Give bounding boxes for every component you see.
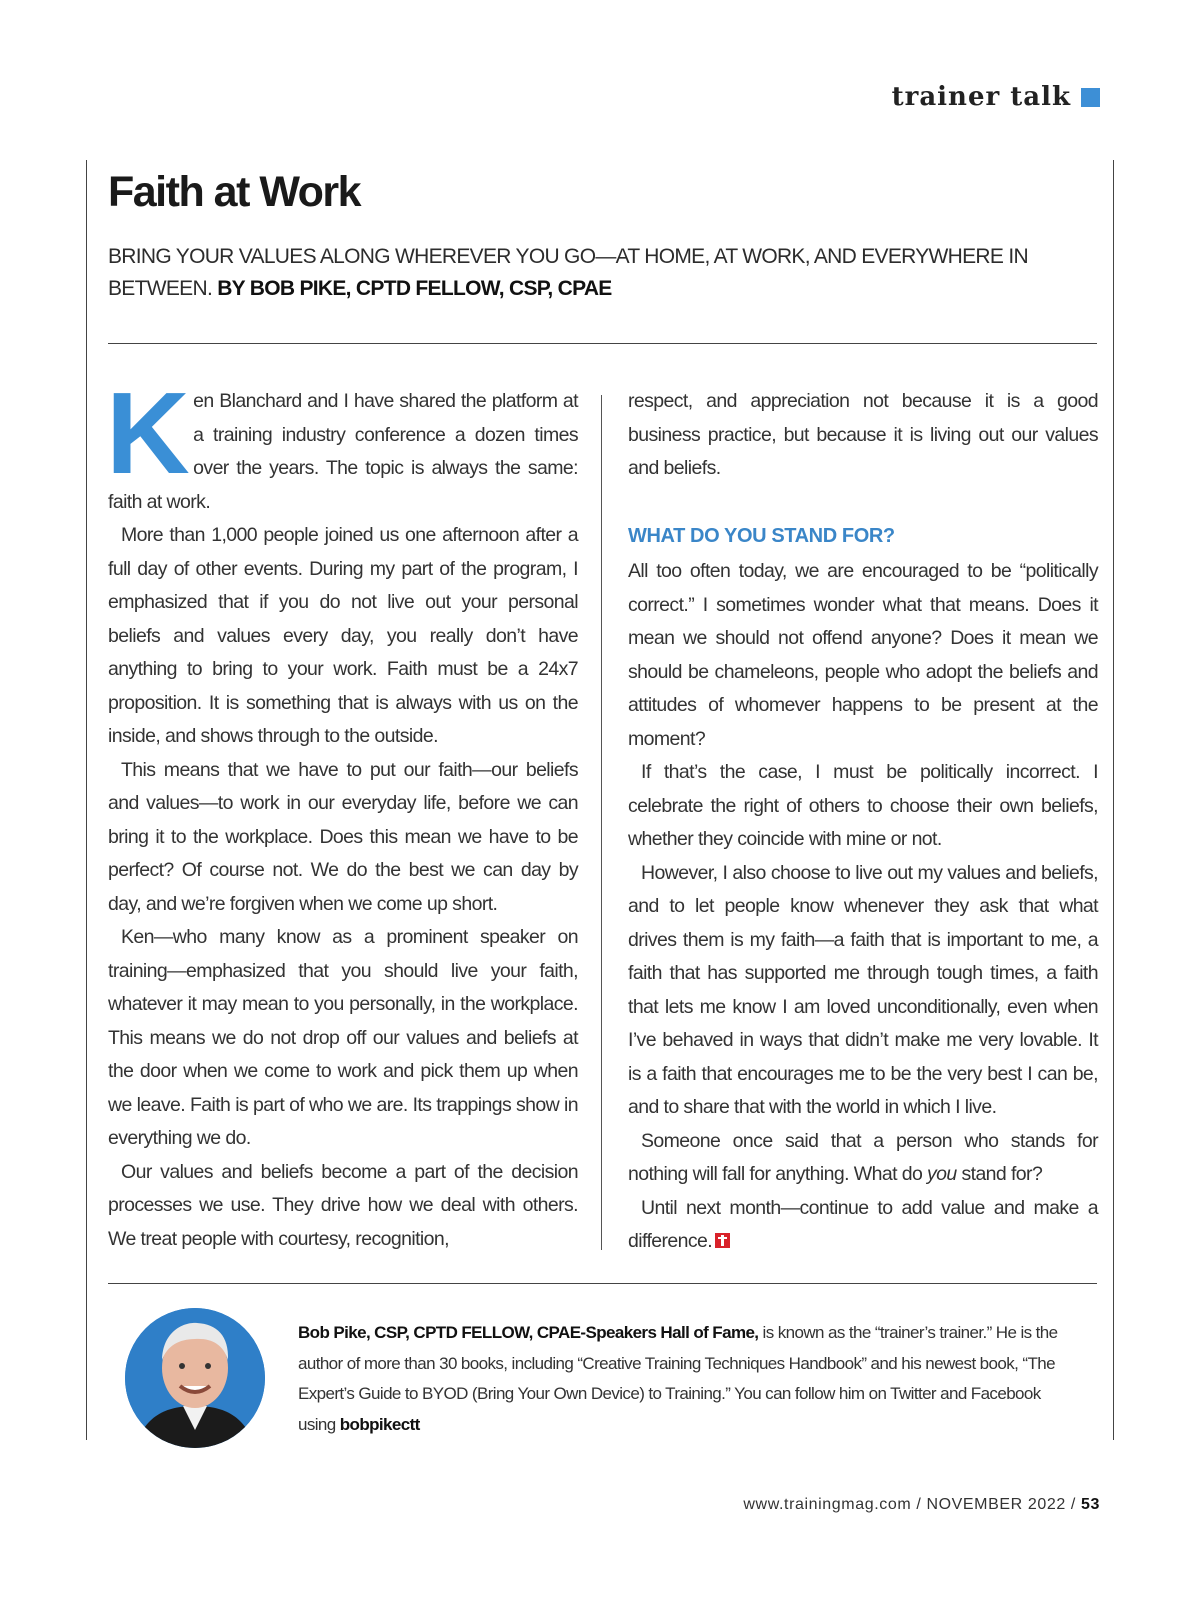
section-tag: [892, 82, 1100, 112]
section-tag-label: trainer talk: [891, 82, 1071, 112]
paragraph: [628, 1192, 1098, 1259]
bio-divider: [108, 1283, 1097, 1284]
paragraph: Ken—who many know as a prominent speaker on training—emphasized that you should live your faith, whatever it may mean to you personally, in the workplace. This means we do not drop off our values and beliefs at the door when we come to work and pick them up when we leave. Faith is part of who we are. Its trappings show in everything we do.: [108, 926, 578, 1149]
paragraph: respect, and appreciation not because it is a good business practice, but because it is living out our values and beliefs.: [628, 390, 1098, 479]
page-footer: [743, 1496, 1100, 1514]
paragraph-text: stand for?: [956, 1163, 1043, 1185]
emphasis-text: you: [927, 1163, 957, 1185]
section-square-icon: [1081, 88, 1100, 107]
author-name: Bob Pike, CSP, CPTD FELLOW, CPAE-Speakers Hall of Fame,: [298, 1323, 759, 1342]
author-handle: bobpikectt: [339, 1414, 420, 1434]
paragraph-text: en Blanchard and I have shared the platform at a training industry conference a dozen times over the years. The topic is always the same: faith at work.: [108, 390, 578, 513]
column-divider: [601, 395, 602, 1250]
author-photo: [125, 1308, 265, 1448]
paragraph: Our values and beliefs become a part of the decision processes we use. They drive how we deal with others. We treat people with courtesy, recognition,: [108, 1160, 578, 1250]
article-deck: [108, 241, 1038, 305]
paragraph-text: Someone once said that a person who stands for nothing will fall for anything. What do: [628, 1129, 1098, 1185]
left-column: [106, 368, 578, 1256]
right-column: [628, 385, 1098, 1259]
frame-left-border: [86, 160, 87, 1440]
end-mark-icon: [715, 1233, 730, 1248]
author-bio: [298, 1318, 1078, 1440]
paragraph: [106, 368, 578, 519]
paragraph: More than 1,000 people joined us one afternoon after a full day of other events. During my part of the program, I emphasized that if you do not live out your personal beliefs and values every day, you really don’t have anything to bring to your work. Faith must be a 24x7 proposition. It is something that is always with us on the inside, and shows through to the outside.: [108, 524, 578, 747]
author-portrait-icon: [125, 1308, 265, 1448]
paragraph: This means that we have to put our faith—our beliefs and values—to work in our everyday life, before we can bring it to the workplace. Does this mean we have to be perfect? Of course not. We do the best we can day by day, and we’re forgiven when we come up short.: [108, 758, 578, 915]
page-number: 53: [1081, 1496, 1100, 1513]
paragraph: If that’s the case, I must be politically incorrect. I celebrate the right of others to choose their own beliefs, whether they coincide with mine or not.: [628, 761, 1098, 850]
footer-site: www.trainingmag.com / NOVEMBER 2022 /: [743, 1496, 1081, 1513]
article-title: Faith at Work: [108, 168, 361, 216]
section-subhead: WHAT DO YOU STAND FOR?: [628, 524, 895, 547]
bio-text: is known as the “trainer’s trainer.” He is the author of more than 30 books, including “Creative Training Techniques Handbook” and his newest book, “The Expert’s Guide to BYOD (Bring Your Own Device) to Training.” You can follow him on Twitter and Facebook using: [298, 1323, 1058, 1434]
paragraph: All too often today, we are encouraged to be “politically correct.” I sometimes wonder what that means. Does it mean we should not offend anyone? Does it mean we should be chameleons, people who adopt the beliefs and attitudes of whomever happens to be present at the moment?: [628, 560, 1098, 750]
paragraph: [628, 1125, 1098, 1192]
paragraph: However, I also choose to live out my values and beliefs, and to let people know whenever they ask that what drives them is my faith—a faith that is important to me, a faith that has supported me through tough times, a faith that lets me know I am loved unconditionally, even when I’ve behaved in ways that didn’t make me very lovable. It is a faith that encourages me to be the very best I can be, and to share that with the world in which I live.: [628, 861, 1098, 1118]
paragraph-text: Until next month—continue to add value and make a difference.: [628, 1196, 1098, 1252]
byline: BY BOB PIKE, CPTD FELLOW, CSP, CPAE: [217, 277, 612, 300]
deck-text: BRING YOUR VALUES ALONG WHEREVER YOU GO—AT HOME, AT WORK, AND EVERYWHERE IN BETWEEN.: [108, 245, 1028, 300]
drop-cap: K: [106, 368, 190, 498]
frame-right-border: [1113, 160, 1114, 1440]
header-divider: [108, 343, 1097, 344]
